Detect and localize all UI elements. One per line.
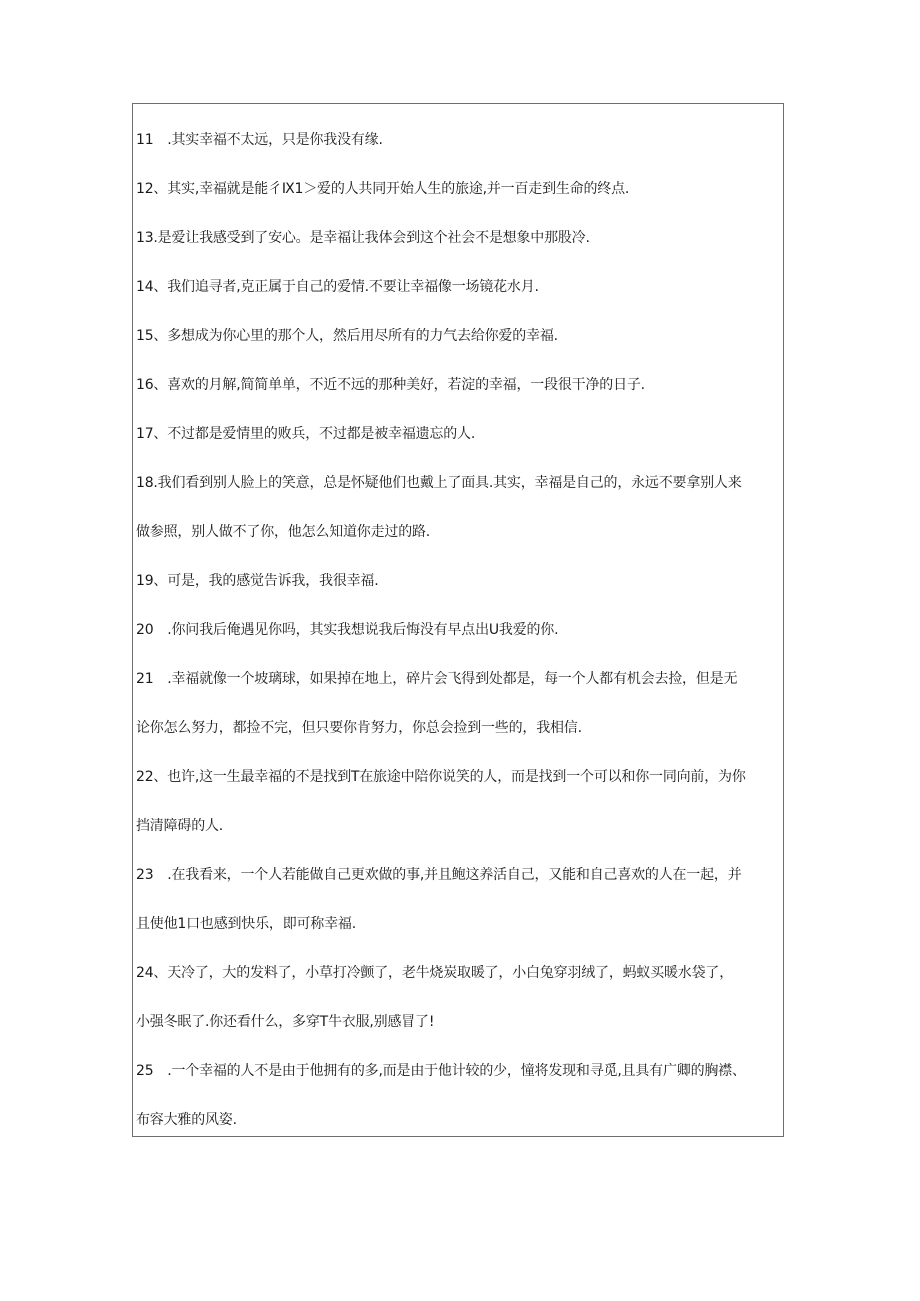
- text-line-21b: 论你怎么努力，都捡不完，但只要你肯努力，你总会捡到一些的，我相信.: [136, 720, 582, 736]
- text-line-25a: 25 .一个幸福的人不是由于他拥有的多,而是由于他计较的少，憧将发现和寻觅,且具有广卿的胸襟、: [136, 1063, 746, 1079]
- text-line-12: 12、其实,幸福就是能彳Ⅸ1＞爱的人共同开始人生的旅途,并一百走到生命的终点.: [136, 181, 630, 197]
- text-line-18b: 做参照，别人做不了你，他怎么知道你走过的路.: [136, 524, 431, 540]
- text-line-25b: 布容大雅的风姿.: [136, 1112, 237, 1128]
- text-line-16: 16、喜欢的月解,简简单单，不近不远的那种美好，若淀的幸福，一段很干净的日子.: [136, 377, 645, 393]
- text-line-15: 15、多想成为你心里的那个人，然后用尽所有的力气去给你爱的幸福.: [136, 328, 558, 344]
- text-line-23b: 且使他1口也感到快乐，即可称幸福.: [136, 916, 356, 932]
- text-line-14: 14、我们追寻者,克正属于自己的爱情.不要让幸福像一场镜花水月.: [136, 279, 539, 295]
- text-line-18a: 18.我们看到别人脸上的笑意，总是怀疑他们也戴上了面具.其实，幸福是自己的，永远不要拿别人来: [136, 475, 742, 491]
- text-line-24a: 24、天冷了，大的发料了，小草打冷颤了，老牛烧炭取暖了，小白兔穿羽绒了，蚂蚁买暖水袋了，: [136, 965, 734, 981]
- text-line-22b: 挡清障碍的人.: [136, 818, 224, 834]
- text-line-17: 17、不过都是爱情里的败兵，不过都是被幸福遗忘的人.: [136, 426, 476, 442]
- text-line-11: 11 .其实幸福不太远，只是你我没有缘.: [136, 132, 383, 148]
- text-line-22a: 22、也许,这一生最幸福的不是找到T在旅途中陪你说笑的人，而是找到一个可以和你一同向前，为你: [136, 769, 746, 785]
- text-line-19: 19、可是，我的感觉告诉我，我很幸福.: [136, 573, 379, 589]
- text-line-21a: 21 .幸福就像一个坡璃球，如果掉在地上，碎片会飞得到处都是，每一个人都有机会去捡，但是无: [136, 671, 738, 687]
- text-line-24b: 小强冬眠了.你还看什么，多穿T牛衣服,别感冒了!: [136, 1014, 435, 1030]
- text-line-20: 20 .你问我后俺遇见你吗，其实我想说我后悔没有早点出U我爱的你.: [136, 622, 559, 638]
- text-line-23a: 23 .在我看来，一个人若能做自己更欢做的事,并且鲍这养活自己，又能和自己喜欢的人在一起，并: [136, 867, 742, 883]
- text-line-13: 13.是爱让我感受到了安心。是幸福让我体会到这个社会不是想象中那股冷.: [136, 230, 590, 246]
